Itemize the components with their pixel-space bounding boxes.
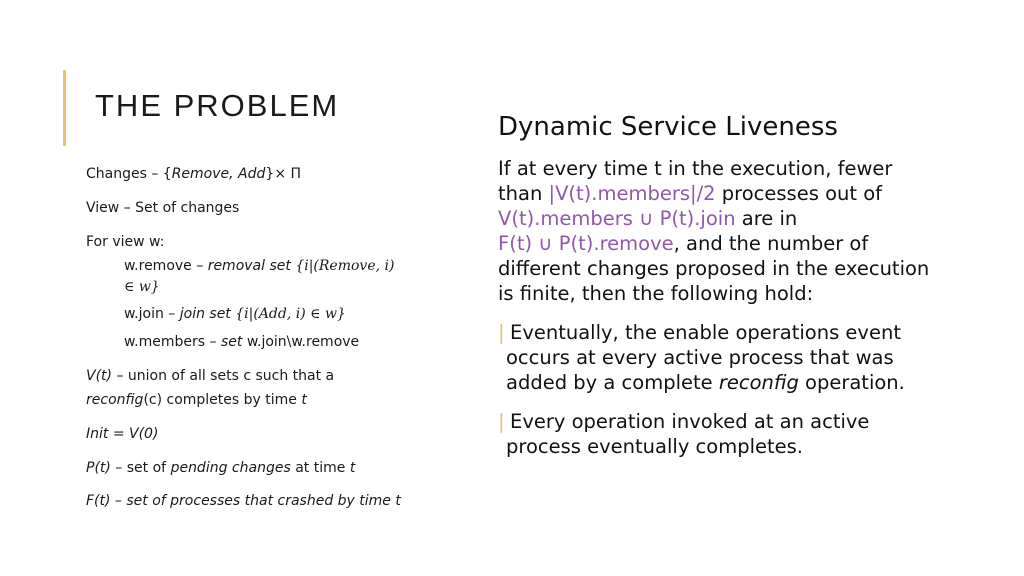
bullet-item: | Eventually, the enable operations event occurs at every active process that was added by a complete reconfig operation. xyxy=(498,321,905,394)
join-def: w.join – join set {i|(Add, i) ∈ w} xyxy=(124,306,346,322)
ft-def: F(t) – set of processes that crashed by time t xyxy=(86,493,401,509)
bullet-marker-icon: | xyxy=(498,321,505,344)
vt-def: V(t) – union of all sets c such that a xyxy=(86,368,335,384)
view-def: View – Set of changes xyxy=(86,200,240,216)
liveness-condition: If at every time t in the execution, fewer than |V(t).members|/2 processes out of V(t).members ∪ P(t).join are in F(t) ∪ P(t).remove, and the number of different changes proposed in the execution is finite, then the following hold: xyxy=(498,157,930,305)
pt-def: P(t) – set of pending changes at time t xyxy=(86,460,356,476)
title-accent-bar xyxy=(63,70,66,146)
liveness-panel xyxy=(498,112,968,459)
remove-def-cont: ∈ w} xyxy=(124,279,160,295)
bullet-marker-icon: | xyxy=(498,410,505,433)
vt-def-cont: reconfig(c) completes by time t xyxy=(86,392,307,408)
slide-title: THE PROBLEM xyxy=(95,88,340,123)
remove-def: w.remove – removal set {i|(Remove, i) xyxy=(124,258,395,274)
init-def: Init = V(0) xyxy=(86,426,159,442)
members-def: w.members – set w.join\w.remove xyxy=(124,334,360,350)
bullet-item: | Every operation invoked at an active process eventually completes. xyxy=(498,410,870,458)
liveness-heading: Dynamic Service Liveness xyxy=(498,112,838,142)
for-view-label: For view w: xyxy=(86,234,165,250)
changes-def: Changes – {Remove, Add}× Π xyxy=(86,166,302,182)
